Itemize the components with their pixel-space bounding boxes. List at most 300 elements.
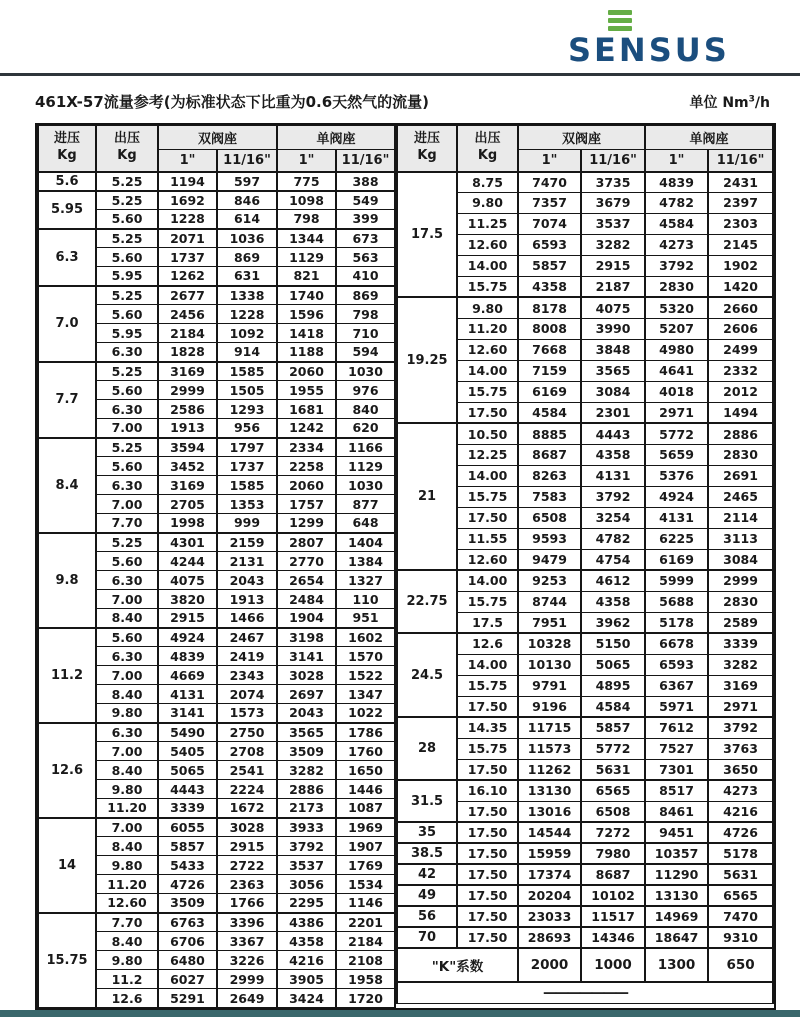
outlet-pressure-cell: 14.35 xyxy=(457,717,518,738)
flow-value-cell: 1420 xyxy=(708,276,773,297)
flow-value-cell: 4669 xyxy=(158,666,217,685)
flow-value-cell: 3565 xyxy=(277,723,336,742)
flow-value-cell: 7980 xyxy=(581,843,645,864)
header-outlet-line: 出压 xyxy=(113,131,140,147)
outlet-pressure-cell: 17.50 xyxy=(457,906,518,927)
outlet-pressure-cell: 15.75 xyxy=(457,381,518,402)
flow-value-cell: 2456 xyxy=(158,305,217,324)
flow-value-cell: 4924 xyxy=(645,486,708,507)
inlet-pressure-cell: 14 xyxy=(38,818,96,913)
flow-value-cell: 6055 xyxy=(158,818,217,837)
flow-value-cell: 4726 xyxy=(708,822,773,843)
flow-value-cell: 1596 xyxy=(277,305,336,324)
flow-value-cell: 1573 xyxy=(217,704,277,723)
flow-value-cell: 5065 xyxy=(581,654,645,675)
flow-value-cell: 11262 xyxy=(518,759,581,780)
flow-value-cell: 4075 xyxy=(158,571,217,590)
flow-value-cell: 4924 xyxy=(158,628,217,647)
flow-value-cell: 4584 xyxy=(581,696,645,717)
outlet-pressure-cell: 5.95 xyxy=(96,324,158,343)
flow-value-cell: 3820 xyxy=(158,590,217,609)
header-outlet-pressure xyxy=(96,126,158,172)
outlet-pressure-cell: 6.30 xyxy=(96,571,158,590)
inlet-pressure-cell: 56 xyxy=(397,906,457,927)
flow-value-cell: 1418 xyxy=(277,324,336,343)
flow-value-cell: 5857 xyxy=(158,837,217,856)
flow-value-cell: 869 xyxy=(336,286,395,305)
flow-value-cell: 3509 xyxy=(158,894,217,913)
flow-value-cell: 3735 xyxy=(581,172,645,193)
flow-value-cell: 4216 xyxy=(277,951,336,970)
flow-value-cell: 4584 xyxy=(645,213,708,234)
header-outlet-unit: Kg xyxy=(477,148,498,164)
flow-value-cell: 1913 xyxy=(217,590,277,609)
flow-value-cell: 1188 xyxy=(277,343,336,362)
flow-value-cell: 13130 xyxy=(518,780,581,801)
flow-value-cell: 3084 xyxy=(581,381,645,402)
flow-value-cell: 1404 xyxy=(336,533,395,552)
outlet-pressure-cell: 7.00 xyxy=(96,590,158,609)
flow-value-cell: 3056 xyxy=(277,875,336,894)
flow-value-cell: 4641 xyxy=(645,360,708,381)
flow-value-cell: 1228 xyxy=(158,210,217,229)
flow-reference-table xyxy=(35,123,776,1010)
flow-value-cell: 4131 xyxy=(581,465,645,486)
flow-value-cell: 6565 xyxy=(581,780,645,801)
header-single-seat: 单阀座 xyxy=(645,126,773,150)
flow-value-cell: 3282 xyxy=(708,654,773,675)
outlet-pressure-cell: 8.40 xyxy=(96,609,158,628)
outlet-pressure-cell: 16.10 xyxy=(457,780,518,801)
flow-value-cell: 1681 xyxy=(277,400,336,419)
flow-value-cell: 3933 xyxy=(277,818,336,837)
outlet-pressure-cell: 9.80 xyxy=(96,856,158,875)
inlet-pressure-cell: 31.5 xyxy=(397,780,457,822)
flow-value-cell: 2484 xyxy=(277,590,336,609)
flow-value-cell: 3848 xyxy=(581,339,645,360)
flow-value-cell: 2915 xyxy=(158,609,217,628)
flow-value-cell: 563 xyxy=(336,248,395,267)
flow-value-cell: 2465 xyxy=(708,486,773,507)
outlet-pressure-cell: 17.50 xyxy=(457,864,518,885)
inlet-pressure-cell: 21 xyxy=(397,423,457,570)
flow-value-cell: 6763 xyxy=(158,913,217,932)
flow-value-cell: 3169 xyxy=(158,476,217,495)
flow-value-cell: 2541 xyxy=(217,761,277,780)
flow-value-cell: 869 xyxy=(217,248,277,267)
outlet-pressure-cell: 10.50 xyxy=(457,423,518,444)
outlet-pressure-cell: 11.20 xyxy=(96,799,158,818)
flow-value-cell: 846 xyxy=(217,191,277,210)
inlet-pressure-cell: 49 xyxy=(397,885,457,906)
flow-value-cell: 8263 xyxy=(518,465,581,486)
flow-value-cell: 1293 xyxy=(217,400,277,419)
flow-value-cell: 877 xyxy=(336,495,395,514)
flow-value-cell: 8517 xyxy=(645,780,708,801)
flow-value-cell: 6225 xyxy=(645,528,708,549)
flow-value-cell: 5659 xyxy=(645,444,708,465)
flow-value-cell: 6678 xyxy=(645,633,708,654)
flow-value-cell: 2043 xyxy=(217,571,277,590)
flow-value-cell: 13016 xyxy=(518,801,581,822)
flow-value-cell: 3141 xyxy=(277,647,336,666)
flow-value-cell: 4386 xyxy=(277,913,336,932)
outlet-pressure-cell: 8.40 xyxy=(96,837,158,856)
flow-value-cell: 1466 xyxy=(217,609,277,628)
flow-value-cell: 3339 xyxy=(708,633,773,654)
outlet-pressure-cell: 14.00 xyxy=(457,570,518,591)
header-single-seat: 单阀座 xyxy=(277,126,395,150)
flow-value-cell: 2830 xyxy=(645,276,708,297)
outlet-pressure-cell: 5.60 xyxy=(96,210,158,229)
flow-value-cell: 1505 xyxy=(217,381,277,400)
flow-value-cell: 14346 xyxy=(581,927,645,948)
flow-value-cell: 3198 xyxy=(277,628,336,647)
outlet-pressure-cell: 6.30 xyxy=(96,476,158,495)
flow-value-cell: 798 xyxy=(277,210,336,229)
flow-value-cell: 10328 xyxy=(518,633,581,654)
flow-value-cell: 8744 xyxy=(518,591,581,612)
k-factor-value: 2000 xyxy=(518,948,581,982)
flow-value-cell: 2467 xyxy=(217,628,277,647)
flow-value-cell: 5150 xyxy=(581,633,645,654)
flow-value-cell: 6565 xyxy=(708,885,773,906)
flow-value-cell: 7527 xyxy=(645,738,708,759)
header-size-11-16inch: 11/16" xyxy=(336,150,395,172)
flow-value-cell: 1344 xyxy=(277,229,336,248)
flow-value-cell: 1737 xyxy=(158,248,217,267)
inlet-pressure-cell: 6.3 xyxy=(38,229,96,286)
inlet-pressure-cell: 7.7 xyxy=(38,362,96,438)
flow-value-cell: 11573 xyxy=(518,738,581,759)
header-inlet-line: 进压 xyxy=(414,131,441,147)
flow-value-cell: 4216 xyxy=(708,801,773,822)
flow-value-cell: 2589 xyxy=(708,612,773,633)
flow-value-cell: 11290 xyxy=(645,864,708,885)
flow-value-cell: 10130 xyxy=(518,654,581,675)
flow-value-cell: 3763 xyxy=(708,738,773,759)
outlet-pressure-cell: 14.00 xyxy=(457,465,518,486)
k-factor-value: 650 xyxy=(708,948,773,982)
flow-value-cell: 6508 xyxy=(518,507,581,528)
outlet-pressure-cell: 6.30 xyxy=(96,343,158,362)
outlet-pressure-cell: 7.00 xyxy=(96,419,158,438)
flow-value-cell: 673 xyxy=(336,229,395,248)
flow-value-cell: 6593 xyxy=(518,234,581,255)
flow-value-cell: 3084 xyxy=(708,549,773,570)
inlet-pressure-cell: 22.75 xyxy=(397,570,457,633)
flow-value-cell: 1998 xyxy=(158,514,217,533)
flow-value-cell: 1602 xyxy=(336,628,395,647)
flow-value-cell: 2697 xyxy=(277,685,336,704)
header-inlet-pressure xyxy=(38,126,96,172)
flow-value-cell: 648 xyxy=(336,514,395,533)
empty-footer-cell xyxy=(397,982,773,1003)
flow-value-cell: 1098 xyxy=(277,191,336,210)
flow-value-cell: 2830 xyxy=(708,444,773,465)
flow-value-cell: 3282 xyxy=(277,761,336,780)
inlet-pressure-cell: 15.75 xyxy=(38,913,96,1008)
flow-value-cell: 710 xyxy=(336,324,395,343)
flow-value-cell: 5291 xyxy=(158,989,217,1008)
flow-value-cell: 4584 xyxy=(518,402,581,423)
flow-value-cell: 999 xyxy=(217,514,277,533)
flow-value-cell: 1760 xyxy=(336,742,395,761)
flow-value-cell: 2886 xyxy=(277,780,336,799)
outlet-pressure-cell: 17.50 xyxy=(457,885,518,906)
flow-value-cell: 2586 xyxy=(158,400,217,419)
flow-value-cell: 2419 xyxy=(217,647,277,666)
outlet-pressure-cell: 5.60 xyxy=(96,552,158,571)
outlet-pressure-cell: 8.75 xyxy=(457,172,518,193)
outlet-pressure-cell: 17.50 xyxy=(457,927,518,948)
outlet-pressure-cell: 15.75 xyxy=(457,486,518,507)
flow-value-cell: 1087 xyxy=(336,799,395,818)
flow-value-cell: 821 xyxy=(277,267,336,286)
outlet-pressure-cell: 7.00 xyxy=(96,495,158,514)
header-inlet-unit: Kg xyxy=(417,148,437,164)
outlet-pressure-cell: 5.95 xyxy=(96,267,158,286)
flow-value-cell: 4726 xyxy=(158,875,217,894)
header-size-1inch: 1" xyxy=(645,150,708,172)
flow-value-cell: 3565 xyxy=(581,360,645,381)
outlet-pressure-cell: 7.00 xyxy=(96,742,158,761)
flow-value-cell: 4980 xyxy=(645,339,708,360)
outlet-pressure-cell: 5.25 xyxy=(96,362,158,381)
flow-value-cell: 1955 xyxy=(277,381,336,400)
header-double-seat: 双阀座 xyxy=(158,126,277,150)
flow-value-cell: 3028 xyxy=(277,666,336,685)
flow-value-cell: 2108 xyxy=(336,951,395,970)
flow-value-cell: 3396 xyxy=(217,913,277,932)
outlet-pressure-cell: 15.75 xyxy=(457,675,518,696)
flow-value-cell: 4273 xyxy=(645,234,708,255)
flow-value-cell: 1585 xyxy=(217,476,277,495)
outlet-pressure-cell: 9.80 xyxy=(457,297,518,318)
flow-value-cell: 4782 xyxy=(581,528,645,549)
flow-value-cell: 5857 xyxy=(581,717,645,738)
outlet-pressure-cell: 5.25 xyxy=(96,286,158,305)
flow-value-cell: 2131 xyxy=(217,552,277,571)
outlet-pressure-cell: 12.25 xyxy=(457,444,518,465)
flow-value-cell: 1769 xyxy=(336,856,395,875)
header-size-11-16inch: 11/16" xyxy=(708,150,773,172)
flow-value-cell: 4301 xyxy=(158,533,217,552)
flow-value-cell: 110 xyxy=(336,590,395,609)
outlet-pressure-cell: 14.00 xyxy=(457,654,518,675)
header-size-1inch: 1" xyxy=(518,150,581,172)
flow-value-cell: 2677 xyxy=(158,286,217,305)
flow-value-cell: 2343 xyxy=(217,666,277,685)
flow-value-cell: 1299 xyxy=(277,514,336,533)
flow-value-cell: 1522 xyxy=(336,666,395,685)
header-inlet-unit: Kg xyxy=(57,148,77,164)
flow-value-cell: 2201 xyxy=(336,913,395,932)
flow-value-cell: 1030 xyxy=(336,362,395,381)
flow-value-cell: 3509 xyxy=(277,742,336,761)
flow-value-cell: 3226 xyxy=(217,951,277,970)
flow-value-cell: 2691 xyxy=(708,465,773,486)
flow-value-cell: 1757 xyxy=(277,495,336,514)
outlet-pressure-cell: 17.50 xyxy=(457,843,518,864)
flow-table-left xyxy=(37,125,396,1008)
header-double-seat: 双阀座 xyxy=(518,126,645,150)
outlet-pressure-cell: 8.40 xyxy=(96,761,158,780)
flow-value-cell: 2654 xyxy=(277,571,336,590)
unit-label: 单位 Nm$^3$/h xyxy=(689,94,770,111)
flow-value-cell: 2074 xyxy=(217,685,277,704)
flow-value-cell: 23033 xyxy=(518,906,581,927)
flow-value-cell: 14544 xyxy=(518,822,581,843)
title-row xyxy=(35,91,770,112)
flow-value-cell: 1907 xyxy=(336,837,395,856)
outlet-pressure-cell: 12.60 xyxy=(457,549,518,570)
inlet-pressure-cell: 9.8 xyxy=(38,533,96,628)
flow-value-cell: 2915 xyxy=(581,255,645,276)
flow-value-cell: 1327 xyxy=(336,571,395,590)
outlet-pressure-cell: 8.40 xyxy=(96,932,158,951)
inlet-pressure-cell: 19.25 xyxy=(397,297,457,423)
flow-value-cell: 5178 xyxy=(708,843,773,864)
flow-value-cell: 1092 xyxy=(217,324,277,343)
outlet-pressure-cell: 15.75 xyxy=(457,738,518,759)
flow-value-cell: 5405 xyxy=(158,742,217,761)
inlet-pressure-cell: 38.5 xyxy=(397,843,457,864)
inlet-pressure-cell: 35 xyxy=(397,822,457,843)
flow-value-cell: 7612 xyxy=(645,717,708,738)
flow-value-cell: 28693 xyxy=(518,927,581,948)
flow-value-cell: 2145 xyxy=(708,234,773,255)
flow-value-cell: 6508 xyxy=(581,801,645,822)
flow-value-cell: 10357 xyxy=(645,843,708,864)
outlet-pressure-cell: 5.25 xyxy=(96,172,158,191)
header-inlet-line: 进压 xyxy=(53,131,80,147)
outlet-pressure-cell: 11.25 xyxy=(457,213,518,234)
outlet-pressure-cell: 11.20 xyxy=(457,318,518,339)
inlet-pressure-cell: 12.6 xyxy=(38,723,96,818)
outlet-pressure-cell: 17.50 xyxy=(457,696,518,717)
outlet-pressure-cell: 15.75 xyxy=(457,591,518,612)
flow-value-cell: 549 xyxy=(336,191,395,210)
flow-value-cell: 3537 xyxy=(581,213,645,234)
flow-value-cell: 6169 xyxy=(645,549,708,570)
flow-value-cell: 956 xyxy=(217,419,277,438)
flow-value-cell: 11715 xyxy=(518,717,581,738)
flow-value-cell: 5999 xyxy=(645,570,708,591)
flow-value-cell: 3367 xyxy=(217,932,277,951)
flow-value-cell: 13130 xyxy=(645,885,708,906)
flow-value-cell: 4782 xyxy=(645,192,708,213)
flow-value-cell: 1022 xyxy=(336,704,395,723)
header-size-11-16inch: 11/16" xyxy=(581,150,645,172)
flow-value-cell: 2649 xyxy=(217,989,277,1008)
flow-value-cell: 388 xyxy=(336,172,395,191)
flow-value-cell: 410 xyxy=(336,267,395,286)
flow-value-cell: 620 xyxy=(336,419,395,438)
flow-value-cell: 7301 xyxy=(645,759,708,780)
outlet-pressure-cell: 11.2 xyxy=(96,970,158,989)
flow-value-cell: 11517 xyxy=(581,906,645,927)
flow-value-cell: 9791 xyxy=(518,675,581,696)
inlet-pressure-cell: 5.95 xyxy=(38,191,96,229)
flow-value-cell: 3141 xyxy=(158,704,217,723)
flow-value-cell: 2886 xyxy=(708,423,773,444)
flow-value-cell: 2258 xyxy=(277,457,336,476)
flow-value-cell: 1720 xyxy=(336,989,395,1008)
flow-value-cell: 2971 xyxy=(645,402,708,423)
flow-value-cell: 2431 xyxy=(708,172,773,193)
flow-value-cell: 2705 xyxy=(158,495,217,514)
inlet-pressure-cell: 11.2 xyxy=(38,628,96,723)
flow-value-cell: 4273 xyxy=(708,780,773,801)
inlet-pressure-cell: 70 xyxy=(397,927,457,948)
flow-value-cell: 5971 xyxy=(645,696,708,717)
flow-value-cell: 2043 xyxy=(277,704,336,723)
flow-value-cell: 3679 xyxy=(581,192,645,213)
flow-value-cell: 2334 xyxy=(277,438,336,457)
flow-value-cell: 2184 xyxy=(158,324,217,343)
flow-value-cell: 1969 xyxy=(336,818,395,837)
flow-value-cell: 4839 xyxy=(158,647,217,666)
header-outlet-line: 出压 xyxy=(474,131,501,147)
flow-value-cell: 3113 xyxy=(708,528,773,549)
outlet-pressure-cell: 14.00 xyxy=(457,255,518,276)
flow-value-cell: 775 xyxy=(277,172,336,191)
flow-value-cell: 2750 xyxy=(217,723,277,742)
outlet-pressure-cell: 5.25 xyxy=(96,229,158,248)
flow-value-cell: 3792 xyxy=(645,255,708,276)
flow-value-cell: 3452 xyxy=(158,457,217,476)
outlet-pressure-cell: 12.60 xyxy=(457,234,518,255)
flow-value-cell: 1797 xyxy=(217,438,277,457)
outlet-pressure-cell: 6.30 xyxy=(96,400,158,419)
flow-value-cell: 3537 xyxy=(277,856,336,875)
flow-value-cell: 7159 xyxy=(518,360,581,381)
flow-value-cell: 1494 xyxy=(708,402,773,423)
flow-value-cell: 3254 xyxy=(581,507,645,528)
inlet-pressure-cell: 17.5 xyxy=(397,172,457,298)
flow-value-cell: 8178 xyxy=(518,297,581,318)
flow-value-cell: 10102 xyxy=(581,885,645,906)
flow-value-cell: 3990 xyxy=(581,318,645,339)
flow-value-cell: 1740 xyxy=(277,286,336,305)
inlet-pressure-cell: 8.4 xyxy=(38,438,96,533)
flow-value-cell: 5207 xyxy=(645,318,708,339)
outlet-pressure-cell: 9.80 xyxy=(457,192,518,213)
k-factor-value: 1000 xyxy=(581,948,645,982)
outlet-pressure-cell: 6.30 xyxy=(96,723,158,742)
flow-value-cell: 3594 xyxy=(158,438,217,457)
flow-value-cell: 7470 xyxy=(708,906,773,927)
outlet-pressure-cell: 7.70 xyxy=(96,913,158,932)
outlet-pressure-cell: 9.80 xyxy=(96,704,158,723)
flow-value-cell: 2184 xyxy=(336,932,395,951)
flow-value-cell: 5631 xyxy=(708,864,773,885)
flow-value-cell: 631 xyxy=(217,267,277,286)
flow-value-cell: 8461 xyxy=(645,801,708,822)
flow-value-cell: 1958 xyxy=(336,970,395,989)
flow-value-cell: 5490 xyxy=(158,723,217,742)
outlet-pressure-cell: 9.80 xyxy=(96,780,158,799)
k-factor-label: "K"系数 xyxy=(397,948,518,982)
flow-value-cell: 9593 xyxy=(518,528,581,549)
outlet-pressure-cell: 5.25 xyxy=(96,191,158,210)
flow-value-cell: 1904 xyxy=(277,609,336,628)
header-outlet-unit: Kg xyxy=(117,148,137,164)
flow-value-cell: 1228 xyxy=(217,305,277,324)
flow-value-cell: 7951 xyxy=(518,612,581,633)
flow-value-cell: 914 xyxy=(217,343,277,362)
